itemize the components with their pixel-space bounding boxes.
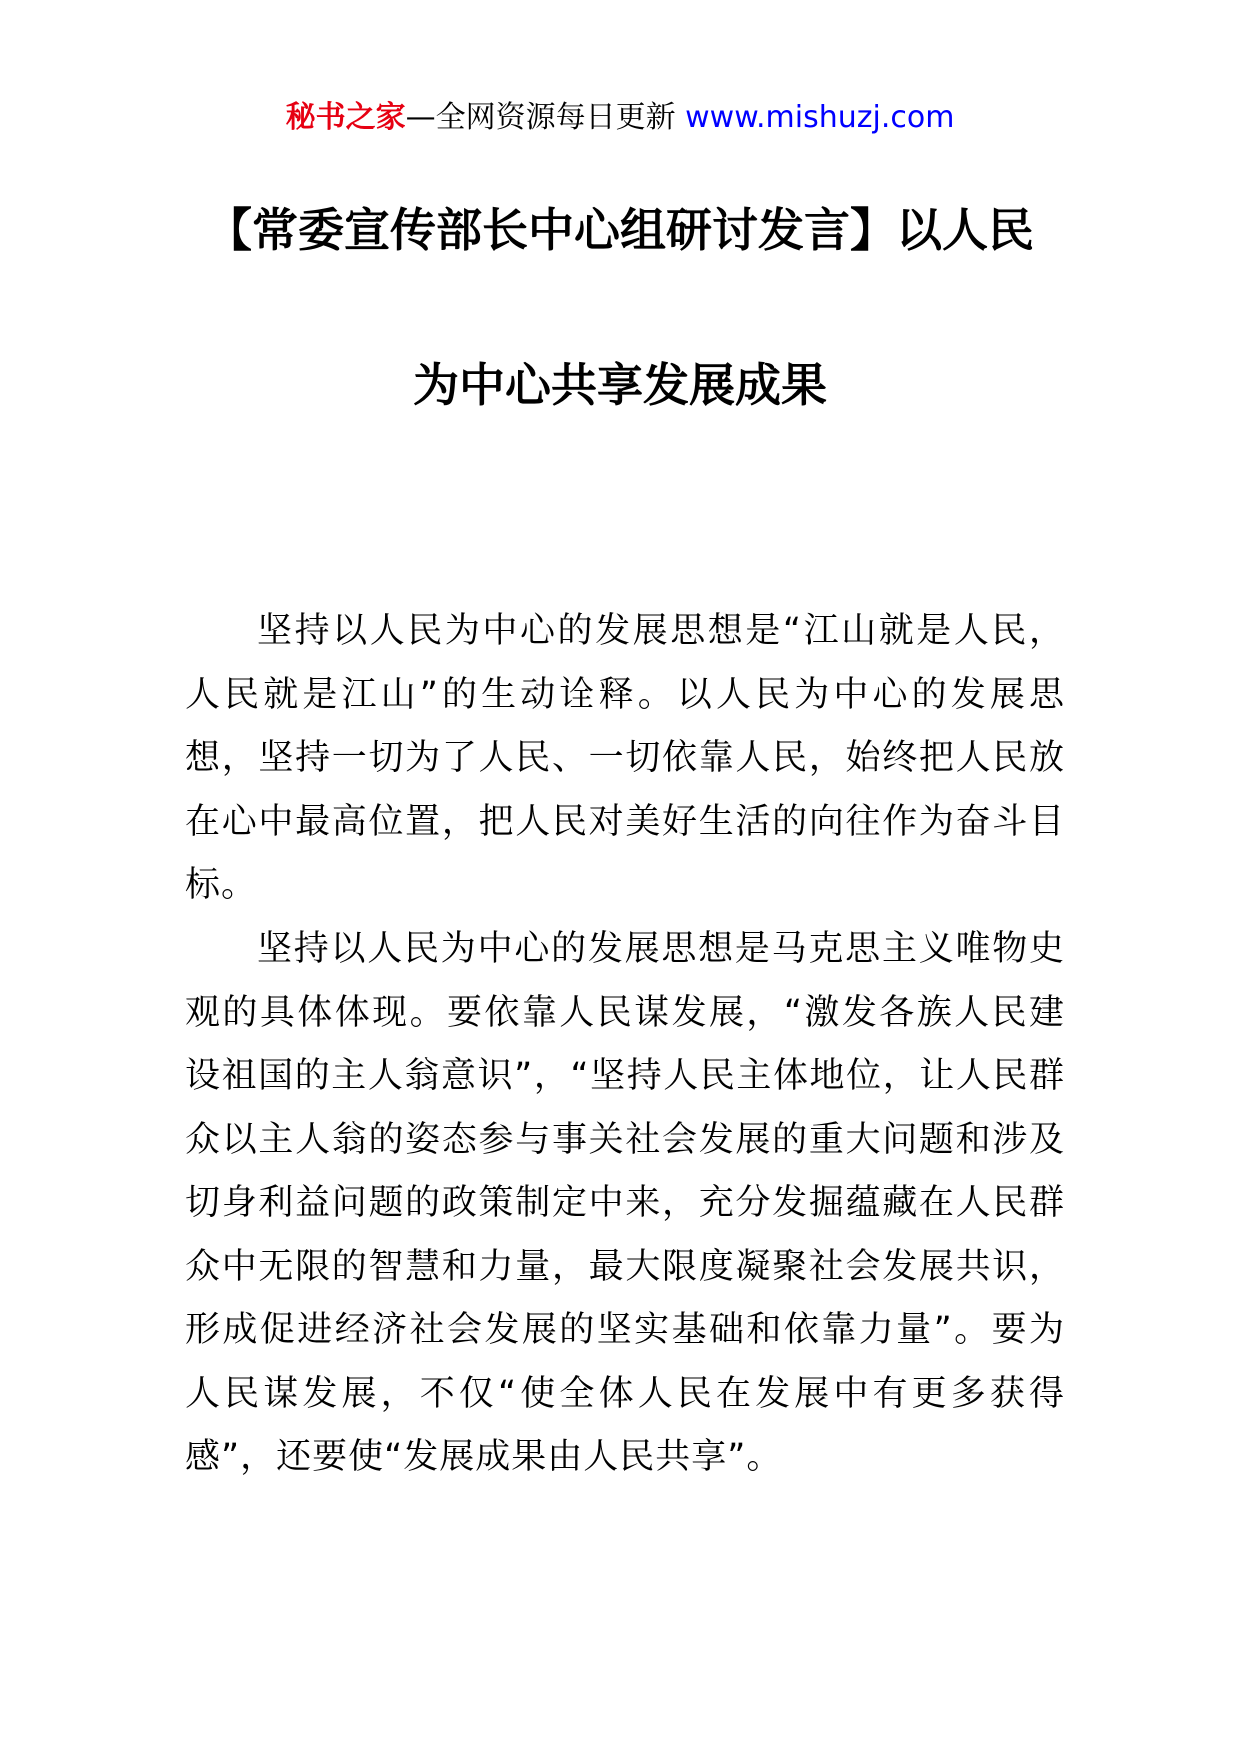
brand-name: 秘书之家 xyxy=(285,100,406,135)
body-paragraph: 坚持以人民为中心的发展思想是马克思主义唯物史观的具体体现。要依靠人民谋发展，“激发各族人民建设祖国的主人翁意识”，“坚持人民主体地位，让人民群众以主人翁的姿态参与事关社会发展的重大问题和涉及切身利益问题的政策制定中来，充分发掘蕴藏在人民群众中无限的智慧和力量，最大限度凝聚社会发展共识，形成促进经济社会发展的坚实基础和依靠力量”。要为人民谋发展，不仅“使全体人民在发展中有更多获得感”，还要使“发展成果由人民共享”。 xyxy=(185,929,1065,1477)
body-paragraph: 坚持以人民为中心的发展思想是“江山就是人民，人民就是江山”的生动诠释。以人民为中心的发展思想，坚持一切为了人民、一切依靠人民，始终把人民放在心中最高位置，把人民对美好生活的向往作为奋斗目标。 xyxy=(185,611,1065,905)
site-url-link[interactable]: www.mishuzj.com xyxy=(685,100,955,135)
site-header xyxy=(0,98,1240,138)
body-paragraph-1-container xyxy=(185,600,1065,918)
document-title-line-2: 为中心共享发展成果 xyxy=(413,358,827,412)
body-paragraph-2-container xyxy=(185,918,1065,1490)
header-tagline: —全网资源每日更新 xyxy=(405,100,686,135)
document-title-line-1: 【常委宣传部长中心组研讨发言】以人民 xyxy=(206,203,1034,257)
